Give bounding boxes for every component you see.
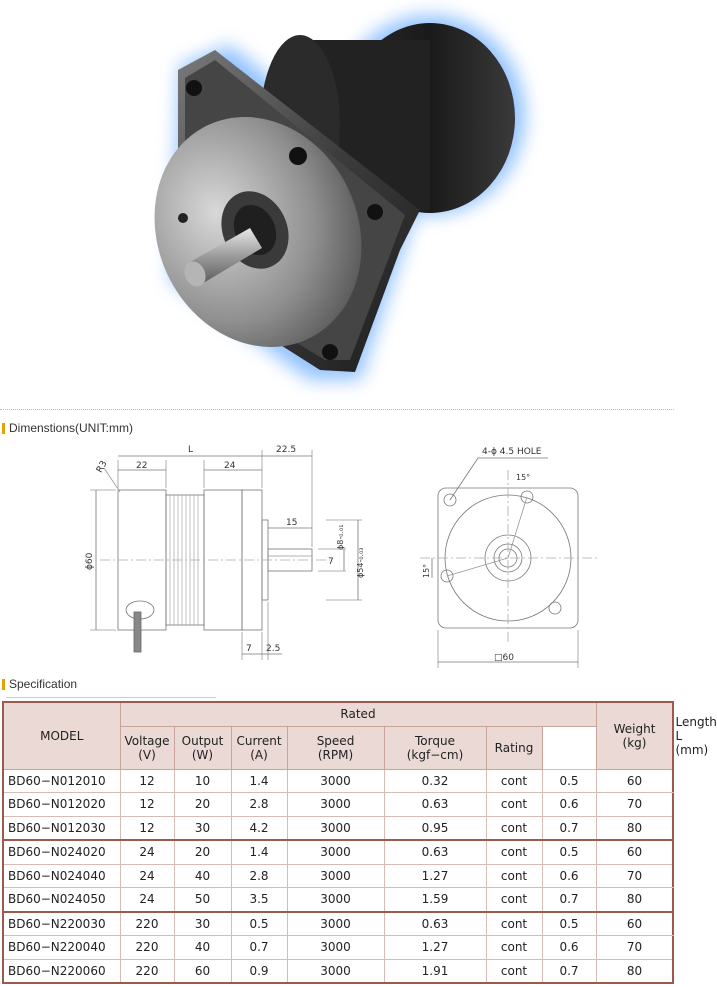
cell-model: BD60−N012010 bbox=[3, 769, 120, 793]
cell-rating: cont bbox=[486, 888, 542, 912]
cell-weight: 0.7 bbox=[542, 816, 596, 840]
heading-marker bbox=[2, 679, 5, 690]
cell-length: 60 bbox=[596, 769, 673, 793]
header-weight bbox=[596, 702, 673, 769]
hole-label: 4-ϕ 4.5 HOLE bbox=[482, 447, 542, 457]
cell-voltage: 12 bbox=[120, 816, 174, 840]
cell-torque: 1.59 bbox=[384, 888, 486, 912]
dia-60: ϕ60 bbox=[85, 552, 95, 570]
header-torque-unit: (kgf−cm) bbox=[406, 747, 464, 762]
cell-length: 60 bbox=[596, 912, 673, 936]
angle-top: 15° bbox=[516, 473, 531, 482]
cell-current: 2.8 bbox=[231, 864, 287, 888]
cell-torque: 1.27 bbox=[384, 936, 486, 960]
cell-torque: 1.91 bbox=[384, 959, 486, 983]
header-voltage bbox=[120, 726, 174, 769]
cell-speed: 3000 bbox=[287, 959, 384, 983]
table-row bbox=[3, 769, 673, 793]
header-output bbox=[174, 726, 231, 769]
table-row bbox=[3, 793, 673, 817]
cell-length: 80 bbox=[596, 888, 673, 912]
cell-rating: cont bbox=[486, 769, 542, 793]
header-model: MODEL bbox=[3, 702, 120, 769]
header-current-unit: (A) bbox=[250, 747, 268, 762]
cell-rating: cont bbox=[486, 816, 542, 840]
cell-torque: 1.27 bbox=[384, 864, 486, 888]
cell-output: 10 bbox=[174, 769, 231, 793]
dia-shaft: ϕ8-₀.₀₁ bbox=[336, 524, 345, 550]
cell-current: 0.7 bbox=[231, 936, 287, 960]
header-output-label: Output bbox=[181, 733, 224, 748]
cell-weight: 0.7 bbox=[542, 888, 596, 912]
cell-model: BD60−N012020 bbox=[3, 793, 120, 817]
cell-rating: cont bbox=[486, 912, 542, 936]
cell-voltage: 220 bbox=[120, 936, 174, 960]
header-current bbox=[231, 726, 287, 769]
cell-rating: cont bbox=[486, 840, 542, 864]
cell-weight: 0.6 bbox=[542, 936, 596, 960]
table-row bbox=[3, 936, 673, 960]
cell-weight: 0.6 bbox=[542, 864, 596, 888]
cell-output: 40 bbox=[174, 864, 231, 888]
cell-model: BD60−N024020 bbox=[3, 840, 120, 864]
cell-output: 30 bbox=[174, 912, 231, 936]
cell-model: BD60−N024050 bbox=[3, 888, 120, 912]
dimensions-title: Dimenstions(UNIT:mm) bbox=[9, 421, 134, 435]
dim-2-5: 2.5 bbox=[266, 644, 281, 654]
cell-speed: 3000 bbox=[287, 864, 384, 888]
cell-model: BD60−N220060 bbox=[3, 959, 120, 983]
cell-length: 70 bbox=[596, 936, 673, 960]
cell-torque: 0.63 bbox=[384, 840, 486, 864]
cell-weight: 0.5 bbox=[542, 840, 596, 864]
cell-torque: 0.63 bbox=[384, 793, 486, 817]
cell-output: 50 bbox=[174, 888, 231, 912]
cell-length: 70 bbox=[596, 864, 673, 888]
cell-rating: cont bbox=[486, 864, 542, 888]
radius-r3: R3 bbox=[94, 459, 110, 475]
specification-title: Specification bbox=[9, 677, 78, 691]
cell-voltage: 12 bbox=[120, 769, 174, 793]
table-row bbox=[3, 864, 673, 888]
table-row bbox=[3, 888, 673, 912]
header-output-unit: (W) bbox=[191, 747, 214, 762]
cell-torque: 0.95 bbox=[384, 816, 486, 840]
dim-24: 24 bbox=[224, 461, 236, 471]
cell-current: 1.4 bbox=[231, 769, 287, 793]
cell-length: 80 bbox=[596, 959, 673, 983]
cell-current: 0.9 bbox=[231, 959, 287, 983]
dim-22: 22 bbox=[136, 461, 148, 471]
header-rating: Rating bbox=[486, 726, 542, 769]
dim-7-shaft: 7 bbox=[328, 557, 334, 567]
dimension-drawing bbox=[0, 440, 674, 670]
cell-speed: 3000 bbox=[287, 769, 384, 793]
dim-22-5: 22.5 bbox=[276, 445, 297, 455]
dimensions-heading bbox=[2, 421, 133, 435]
cell-rating: cont bbox=[486, 793, 542, 817]
cell-output: 20 bbox=[174, 793, 231, 817]
cell-voltage: 12 bbox=[120, 793, 174, 817]
section-divider bbox=[0, 409, 674, 410]
header-voltage-unit: (V) bbox=[138, 747, 156, 762]
header-weight-unit: (kg) bbox=[622, 735, 647, 750]
cell-speed: 3000 bbox=[287, 793, 384, 817]
cell-current: 2.8 bbox=[231, 793, 287, 817]
cell-speed: 3000 bbox=[287, 816, 384, 840]
cell-length: 70 bbox=[596, 793, 673, 817]
header-speed-label: Speed bbox=[316, 733, 355, 748]
table-row bbox=[3, 840, 673, 864]
specification-heading bbox=[2, 677, 77, 691]
cell-current: 4.2 bbox=[231, 816, 287, 840]
cell-model: BD60−N220030 bbox=[3, 912, 120, 936]
header-speed bbox=[287, 726, 384, 769]
cell-output: 40 bbox=[174, 936, 231, 960]
cell-weight: 0.7 bbox=[542, 959, 596, 983]
cell-length: 60 bbox=[596, 840, 673, 864]
cell-voltage: 220 bbox=[120, 959, 174, 983]
specification-rule bbox=[6, 697, 216, 698]
cell-voltage: 24 bbox=[120, 864, 174, 888]
cell-model: BD60−N220040 bbox=[3, 936, 120, 960]
cell-current: 1.4 bbox=[231, 840, 287, 864]
heading-marker bbox=[2, 423, 5, 434]
cell-voltage: 220 bbox=[120, 912, 174, 936]
motor-photo bbox=[0, 0, 674, 400]
specification-table: MODEL Rated Weight (kg) Length L (mm) Voltage (V) Output (W) Current (A) Speed (RPM) Torque (kgf−cm) Rating BD60−N012010 12 10 1.4 3000 0.32 cont 0.5 60 BD60−N012020 12 20 2.8 3000 0.63 cont 0.6 70 BD60−N012030 12 30 4.2 3000 0.95 cont 0.7 80 BD60−N024020 24 20 1.4 3000 0.63 cont 0.5 60 BD60−N024040 24 40 2.8 3000 1.27 cont 0.6 70 BD60−N024050 24 50 3.5 3000 1.59 cont 0.7 80 BD60−N220030 220 30 0.5 3000 0.63 cont 0.5 60 BD60−N220040 220 40 0.7 3000 1.27 cont 0.6 70 BD60−N220060 220 60 0.9 3000 1.91 cont 0.7 80 bbox=[2, 701, 674, 984]
cell-current: 0.5 bbox=[231, 912, 287, 936]
table-row bbox=[3, 816, 673, 840]
header-current-label: Current bbox=[236, 733, 282, 748]
cell-weight: 0.6 bbox=[542, 793, 596, 817]
cell-speed: 3000 bbox=[287, 936, 384, 960]
dim-7-bottom: 7 bbox=[246, 644, 252, 654]
cell-current: 3.5 bbox=[231, 888, 287, 912]
cell-torque: 0.32 bbox=[384, 769, 486, 793]
cell-speed: 3000 bbox=[287, 840, 384, 864]
header-torque-label: Torque bbox=[415, 733, 455, 748]
table-row bbox=[3, 959, 673, 983]
cell-rating: cont bbox=[486, 959, 542, 983]
cell-weight: 0.5 bbox=[542, 912, 596, 936]
cell-output: 20 bbox=[174, 840, 231, 864]
header-voltage-label: Voltage bbox=[124, 733, 170, 748]
header-weight-label: Weight bbox=[613, 721, 656, 736]
front-hole-bottom-right bbox=[549, 602, 561, 614]
cell-output: 60 bbox=[174, 959, 231, 983]
cell-output: 30 bbox=[174, 816, 231, 840]
header-speed-unit: (RPM) bbox=[317, 747, 354, 762]
cell-voltage: 24 bbox=[120, 840, 174, 864]
header-rated: Rated bbox=[120, 702, 596, 726]
dim-L: L bbox=[188, 445, 194, 455]
side-lead-wire bbox=[134, 612, 141, 652]
header-torque bbox=[384, 726, 486, 769]
dia-pilot: ϕ54-₀.₀₃ bbox=[356, 547, 365, 578]
cell-torque: 0.63 bbox=[384, 912, 486, 936]
cell-speed: 3000 bbox=[287, 912, 384, 936]
cell-speed: 3000 bbox=[287, 888, 384, 912]
angle-left: 15° bbox=[422, 563, 431, 578]
dim-15: 15 bbox=[286, 518, 298, 528]
cell-rating: cont bbox=[486, 936, 542, 960]
square-60: □60 bbox=[494, 653, 514, 663]
cell-length: 80 bbox=[596, 816, 673, 840]
cell-weight: 0.5 bbox=[542, 769, 596, 793]
table-row bbox=[3, 912, 673, 936]
cell-model: BD60−N012030 bbox=[3, 816, 120, 840]
cell-model: BD60−N024040 bbox=[3, 864, 120, 888]
cell-voltage: 24 bbox=[120, 888, 174, 912]
